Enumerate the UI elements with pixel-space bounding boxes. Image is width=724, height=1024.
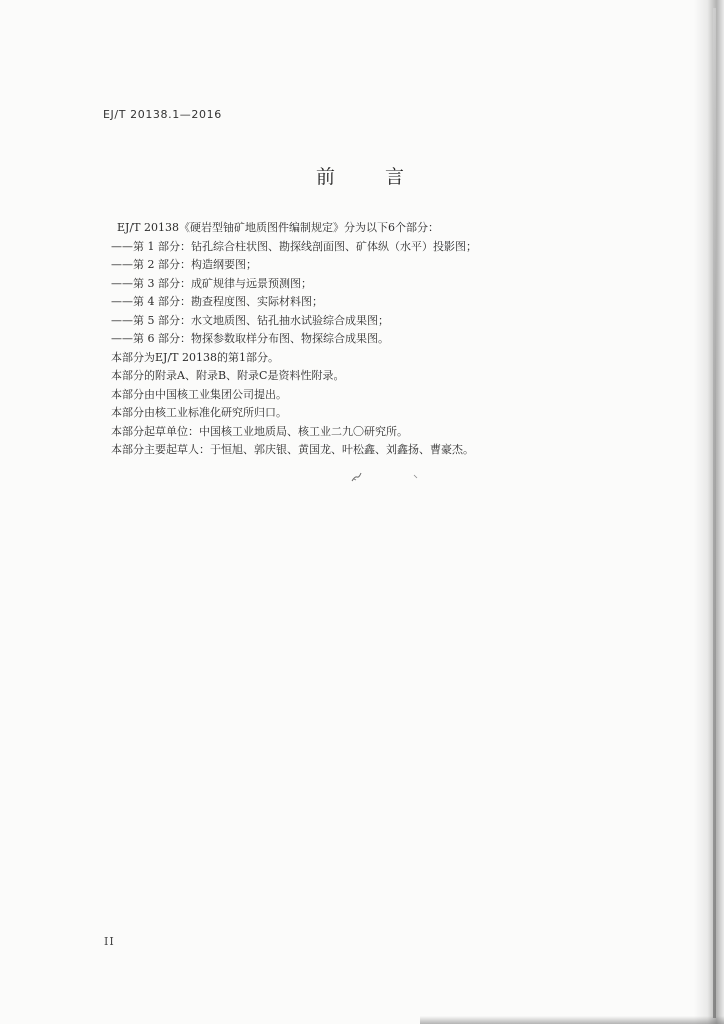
body-line-intro: EJ/T 20138《硬岩型铀矿地质图件编制规定》分为以下6个部分： (117, 221, 439, 234)
body-line-part-5: ——第 5 部分：水文地质图、钻孔抽水试验综合成果图； (111, 313, 389, 327)
page-title: 前 言 (315, 166, 427, 188)
page-number: II (104, 935, 115, 948)
body-line-scope: 本部分为EJ/T 20138的第1部分。 (111, 350, 279, 364)
scan-bottom-shadow (420, 1016, 724, 1024)
body-line-appendix: 本部分的附录A、附录B、附录C是资料性附录。 (111, 369, 345, 382)
scan-edge-shadow (694, 0, 724, 1024)
speck-mark-icon (413, 474, 419, 480)
body-line-administrator: 本部分由核工业标准化研究所归口。 (111, 406, 287, 419)
body-line-part-4: ——第 4 部分：勘查程度图、实际材料图； (111, 295, 323, 308)
body-line-drafters: 本部分主要起草人：于恒旭、郭庆银、黄国龙、叶松鑫、刘鑫扬、曹豪杰。 (111, 443, 474, 456)
body-line-part-3: ——第 3 部分：成矿规律与远景预测图； (111, 276, 312, 290)
body-line-proposer: 本部分由中国核工业集团公司提出。 (111, 387, 287, 401)
body-line-part-6: ——第 6 部分：物探参数取样分布图、物探综合成果图。 (111, 332, 389, 345)
body-line-drafting-units: 本部分起草单位：中国核工业地质局、核工业二九〇研究所。 (111, 424, 408, 438)
pen-mark-icon (350, 470, 364, 484)
foreword-body (111, 219, 637, 460)
document-code: EJ/T 20138.1—2016 (103, 108, 222, 121)
body-line-part-2: ——第 2 部分：构造纲要图； (111, 258, 257, 271)
body-line-part-1: ——第 1 部分：钻孔综合柱状图、勘探线剖面图、矿体纵（水平）投影图； (111, 239, 477, 253)
scan-edge-line (713, 8, 716, 1018)
